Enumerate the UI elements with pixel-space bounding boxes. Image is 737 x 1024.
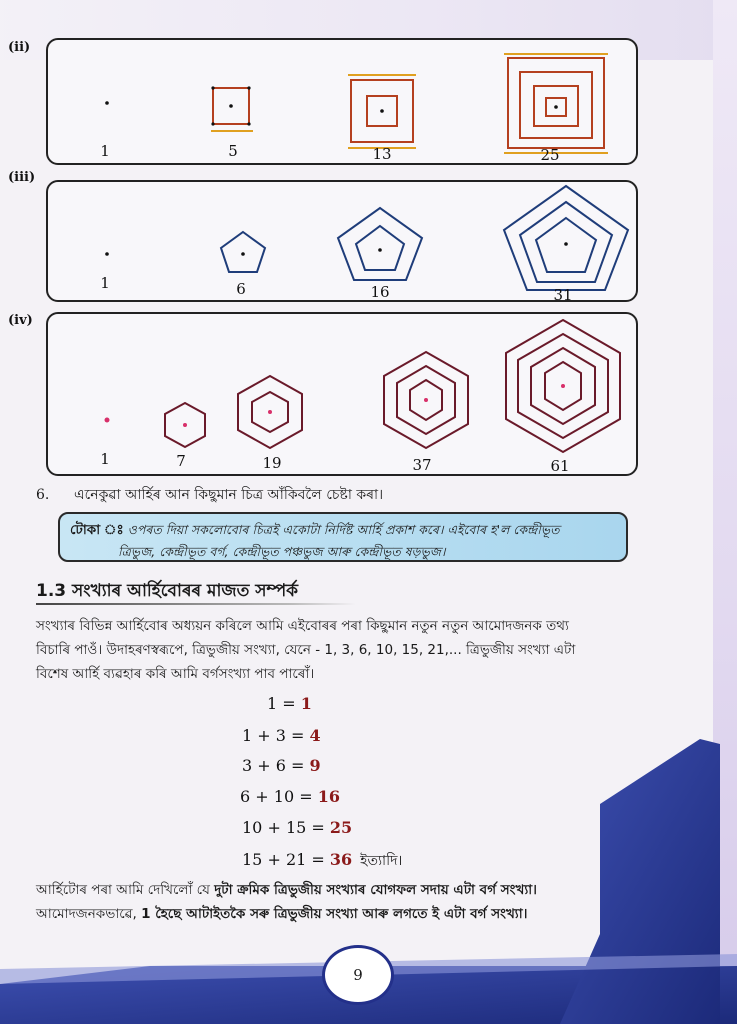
paragraph-line: সংখ্যাৰ বিভিন্ন আৰ্হিবোৰ অধ্যয়ন কৰিলে আমি এইবোৰৰ পৰা কিছুমান নতুন নতুন আমোদজনক তথ্য bbox=[36, 618, 569, 634]
hexagon-pattern-61 bbox=[506, 320, 620, 452]
equation-result: 25 bbox=[329, 818, 353, 837]
paragraph-text: আৰ্হিটোৰ পৰা আমি দেখিলোঁ যে bbox=[36, 882, 215, 898]
figure-panel-centered-hexagons bbox=[46, 312, 638, 476]
square-pattern-5 bbox=[211, 86, 253, 131]
equation-lhs: 1 = bbox=[267, 694, 296, 713]
equation-row bbox=[242, 726, 321, 745]
pentagon-pattern-31 bbox=[504, 186, 628, 290]
exercise-text: এনেকুৱা আৰ্হিৰ আন কিছুমান চিত্ৰ আঁকিবলৈ চেষ্টা কৰা। bbox=[74, 487, 384, 503]
paragraph-line bbox=[36, 902, 696, 926]
hexagon-pattern-19 bbox=[238, 376, 302, 448]
page-number: 9 bbox=[322, 945, 394, 1005]
paragraph-intro bbox=[36, 614, 676, 686]
pentagon-pattern-1 bbox=[105, 252, 109, 256]
paragraph-line bbox=[36, 878, 696, 902]
paragraph-conclusion bbox=[36, 878, 696, 926]
equation-row bbox=[242, 756, 321, 775]
paragraph-bold-text: দুটা ক্ৰমিক ত্ৰিভুজীয় সংখ্যাৰ যোগফল সদায় এটা বৰ্গ সংখ্যা। bbox=[214, 882, 537, 898]
paragraph-line: বিশেষ আৰ্হি ব্যৱহাৰ কৰি আমি বৰ্গসংখ্যা পাব পাৰোঁ। bbox=[36, 666, 315, 682]
note-box bbox=[58, 512, 628, 562]
paragraph-text: আমোদজনকভাৱে, bbox=[36, 906, 142, 922]
equation-result: 4 bbox=[309, 726, 321, 745]
equation-row bbox=[267, 694, 312, 713]
equation-result: 1 bbox=[300, 694, 312, 713]
figure-panel-centered-squares bbox=[46, 38, 638, 165]
figure-number: 7 bbox=[176, 452, 186, 470]
exercise-number: 6. bbox=[36, 487, 50, 503]
square-pattern-25 bbox=[504, 54, 608, 153]
square-pattern-1 bbox=[105, 101, 109, 105]
square-pattern-13 bbox=[348, 75, 416, 148]
section-title: 1.3 সংখ্যাৰ আৰ্হিবোৰৰ মাজত সম্পৰ্ক bbox=[36, 581, 299, 601]
equation-row bbox=[242, 849, 402, 873]
paragraph-bold-text: 1 হৈছে আটাইতকৈ সৰু ত্ৰিভুজীয় সংখ্যা আৰু লগতে ই এটা বৰ্গ সংখ্যা। bbox=[141, 906, 528, 922]
figure-number: 37 bbox=[412, 456, 432, 474]
centered-hexagons-diagram bbox=[48, 314, 636, 474]
paragraph-line: বিচাৰি পাওঁ। উদাহৰণস্বৰূপে, ত্ৰিভুজীয় সংখ্যা, যেনে - 1, 3, 6, 10, 15, 21,... ত্ৰিভুজীয় সংখ্যা এটা bbox=[36, 642, 576, 658]
equation-result: 16 bbox=[317, 787, 340, 806]
equation-lhs: 10 + 15 = bbox=[242, 818, 325, 837]
figure-number: 19 bbox=[262, 454, 282, 472]
pentagon-pattern-16 bbox=[338, 208, 422, 280]
pentagon-pattern-6 bbox=[221, 232, 265, 272]
equation-lhs: 1 + 3 = bbox=[242, 726, 305, 745]
figure-label-iii: (iii) bbox=[8, 170, 36, 185]
note-line-2: ত্ৰিভুজ, কেন্দ্ৰীভূত বৰ্গ, কেন্দ্ৰীভূত পঞ্চভুজ আৰু কেন্দ্ৰীভূত ষড়ভুজ। bbox=[118, 544, 446, 559]
equation-lhs: 3 + 6 = bbox=[242, 756, 305, 775]
equation-row bbox=[242, 818, 352, 837]
equation-row bbox=[240, 787, 340, 806]
section-title-underline bbox=[36, 603, 356, 605]
note-line-1: ওপৰত দিয়া সকলোবোৰ চিত্ৰই একোটা নিৰ্দিষ্ট আৰ্হি প্ৰকাশ কৰে। এইবোৰ হ'ল কেন্দ্ৰীভূত bbox=[127, 522, 560, 537]
figure-panel-centered-pentagons bbox=[46, 180, 638, 302]
figure-number: 1 bbox=[100, 274, 110, 292]
figure-number: 16 bbox=[370, 283, 390, 301]
equation-lhs: 15 + 21 = bbox=[242, 850, 325, 869]
figure-number: 6 bbox=[236, 280, 246, 298]
equation-lhs: 6 + 10 = bbox=[240, 787, 313, 806]
figure-number: 13 bbox=[372, 145, 392, 163]
equation-suffix: ইত্যাদি। bbox=[360, 853, 403, 869]
figure-number: 1 bbox=[100, 450, 110, 468]
equation-result: 9 bbox=[309, 756, 321, 775]
hexagon-pattern-37 bbox=[384, 352, 468, 448]
equation-result: 36 bbox=[329, 850, 353, 869]
centered-squares-diagram bbox=[48, 40, 636, 163]
figure-number: 61 bbox=[550, 457, 570, 475]
note-label: টোকা ঃ bbox=[70, 522, 124, 538]
figure-number: 25 bbox=[540, 146, 560, 164]
figure-number: 5 bbox=[228, 142, 238, 160]
hexagon-pattern-7 bbox=[165, 403, 205, 447]
centered-pentagons-diagram bbox=[48, 182, 636, 300]
figure-number: 31 bbox=[553, 286, 573, 304]
figure-label-iv: (iv) bbox=[8, 313, 33, 328]
figure-label-ii: (ii) bbox=[8, 40, 31, 55]
hexagon-pattern-1 bbox=[105, 418, 110, 423]
exercise-item bbox=[36, 483, 383, 507]
figure-number: 1 bbox=[100, 142, 110, 160]
